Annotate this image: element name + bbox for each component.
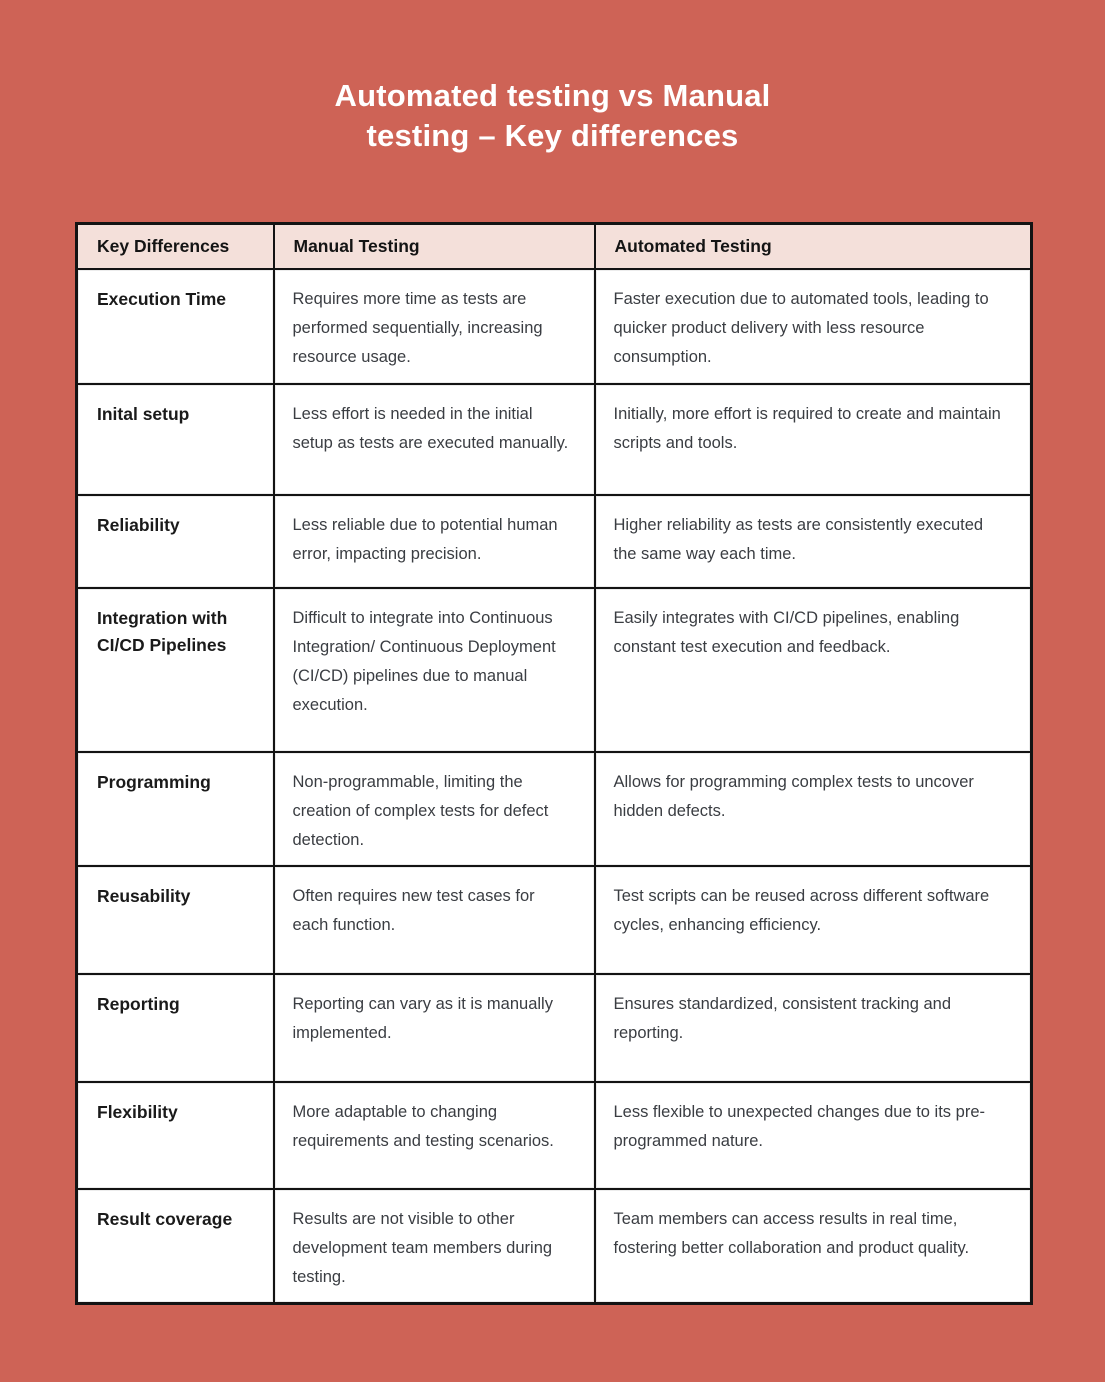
row-automated-cell: Higher reliability as tests are consistently executed the same way each time. — [595, 495, 1032, 588]
row-automated-cell: Team members can access results in real time, fostering better collaboration and product quality. — [595, 1189, 1032, 1304]
header-manual-testing: Manual Testing — [274, 224, 595, 270]
table-row — [77, 269, 1032, 384]
table-row — [77, 495, 1032, 588]
row-manual-cell: Reporting can vary as it is manually implemented. — [274, 974, 595, 1082]
row-feature-label: Flexibility — [77, 1082, 274, 1189]
table-row — [77, 866, 1032, 974]
row-automated-cell: Ensures standardized, consistent tracking and reporting. — [595, 974, 1032, 1082]
table-row — [77, 974, 1032, 1082]
header-automated-testing: Automated Testing — [595, 224, 1032, 270]
row-feature-label: Reusability — [77, 866, 274, 974]
row-manual-cell: Less reliable due to potential human error, impacting precision. — [274, 495, 595, 588]
table-row — [77, 1189, 1032, 1304]
table-row — [77, 588, 1032, 752]
header-key-differences: Key Differences — [77, 224, 274, 270]
page-title-line-2: testing – Key differences — [366, 118, 739, 153]
row-automated-cell: Faster execution due to automated tools, leading to quicker product delivery with less resource consumption. — [595, 269, 1032, 384]
row-automated-cell: Allows for programming complex tests to uncover hidden defects. — [595, 752, 1032, 866]
page-title — [0, 0, 1105, 156]
table-header-row — [77, 224, 1032, 270]
row-feature-label: Reliability — [77, 495, 274, 588]
row-feature-label: Programming — [77, 752, 274, 866]
row-feature-label: Execution Time — [77, 269, 274, 384]
row-manual-cell: Results are not visible to other development team members during testing. — [274, 1189, 595, 1304]
comparison-table — [75, 222, 1033, 1305]
table-row — [77, 752, 1032, 866]
row-manual-cell: Non-programmable, limiting the creation of complex tests for defect detection. — [274, 752, 595, 866]
row-feature-label: Result coverage — [77, 1189, 274, 1304]
row-automated-cell: Easily integrates with CI/CD pipelines, enabling constant test execution and feedback. — [595, 588, 1032, 752]
row-manual-cell: Requires more time as tests are performed sequentially, increasing resource usage. — [274, 269, 595, 384]
row-feature-label: Reporting — [77, 974, 274, 1082]
row-feature-label: Inital setup — [77, 384, 274, 495]
page-title-line-1: Automated testing vs Manual — [334, 78, 771, 113]
row-automated-cell: Test scripts can be reused across different software cycles, enhancing efficiency. — [595, 866, 1032, 974]
row-manual-cell: Less effort is needed in the initial setup as tests are executed manually. — [274, 384, 595, 495]
row-automated-cell: Initially, more effort is required to create and maintain scripts and tools. — [595, 384, 1032, 495]
row-manual-cell: More adaptable to changing requirements and testing scenarios. — [274, 1082, 595, 1189]
row-manual-cell: Difficult to integrate into Continuous Integration/ Continuous Deployment (CI/CD) pipelines due to manual execution. — [274, 588, 595, 752]
table-row — [77, 384, 1032, 495]
table-row — [77, 1082, 1032, 1189]
row-automated-cell: Less flexible to unexpected changes due to its pre-programmed nature. — [595, 1082, 1032, 1189]
row-feature-label: Integration with CI/CD Pipelines — [77, 588, 274, 752]
row-manual-cell: Often requires new test cases for each function. — [274, 866, 595, 974]
